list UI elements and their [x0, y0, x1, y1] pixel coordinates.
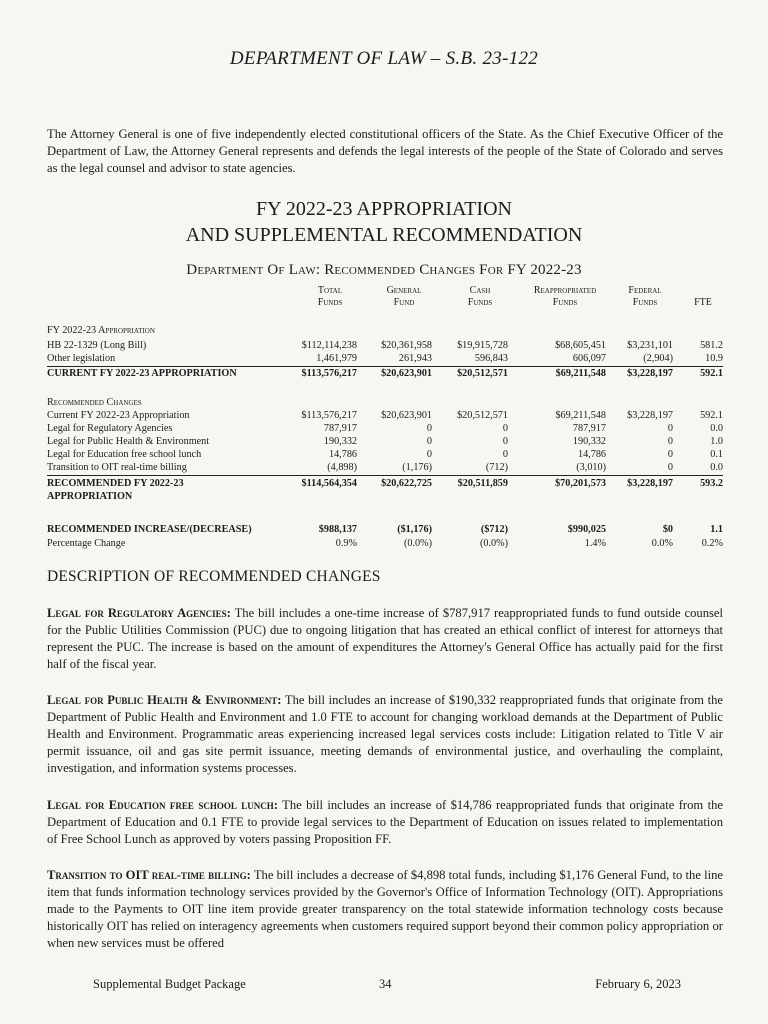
table-row: [47, 435, 723, 448]
cell-total: $112,114,238: [301, 340, 357, 351]
cell-general: 0: [426, 423, 432, 434]
cell-cash: $20,512,571: [457, 368, 508, 379]
table-title: Department Of Law: Recommended Changes For FY 2022-23: [186, 262, 582, 278]
cell-reappropriated: $68,605,451: [555, 340, 606, 351]
cell-cash: 0: [502, 436, 508, 447]
cell-total: $988,137: [318, 524, 357, 535]
cell-federal: 0: [667, 423, 673, 434]
cell-cash: ($712): [480, 524, 508, 535]
cell-general: ($1,176): [397, 524, 432, 535]
row-label: CURRENT FY 2022-23 APPROPRIATION: [47, 368, 237, 379]
cell-federal: $0: [662, 524, 673, 535]
cell-general: $20,622,725: [381, 478, 432, 489]
table-divider: [47, 475, 723, 476]
paragraph-oit-billing: [47, 867, 723, 952]
cell-fte: 0.2%: [701, 538, 723, 549]
cell-reappropriated: $69,211,548: [555, 410, 606, 421]
section-label-recommended-changes: Recommended Changes: [47, 397, 142, 408]
cell-total: $114,564,354: [301, 478, 357, 489]
cell-fte: 593.2: [700, 478, 723, 489]
cell-total: 190,332: [323, 436, 357, 447]
paragraph-heading: Legal for Public Health & Environment:: [47, 693, 282, 707]
cell-cash: $20,511,859: [457, 478, 508, 489]
header-total-funds: Total Funds: [317, 285, 343, 308]
footer-left: Supplemental Budget Package: [93, 977, 246, 991]
cell-general: $20,623,901: [381, 368, 432, 379]
recommended-appropriation-row: [47, 477, 723, 505]
cell-federal: 0.0%: [651, 538, 673, 549]
row-label: Legal for Education free school lunch: [47, 449, 202, 460]
main-heading: [0, 196, 768, 248]
cell-total: 787,917: [323, 423, 357, 434]
paragraph-text: The bill includes an increase of $14,786 reappropriated funds that originate from the Department of Education and 0.1 FTE to provide legal services to the Department of Education on issues related to implementation of Free School Lunch as approved by voters passing Proposition FF.: [47, 798, 723, 846]
cell-total: 1,461,979: [316, 353, 357, 364]
cell-cash: (712): [485, 462, 508, 473]
cell-total: $113,576,217: [301, 410, 357, 421]
cell-cash: 596,843: [474, 353, 508, 364]
cell-cash: $19,915,728: [457, 340, 508, 351]
paragraph-education-lunch: [47, 797, 723, 848]
row-label: HB 22-1329 (Long Bill): [47, 340, 147, 351]
cell-fte: 0.1: [710, 449, 723, 460]
cell-reappropriated: (3,010): [576, 462, 606, 473]
paragraph-heading: Legal for Regulatory Agencies:: [47, 606, 231, 620]
main-heading-line-1: FY 2022-23 APPROPRIATION: [256, 198, 512, 220]
cell-reappropriated: 14,786: [577, 449, 606, 460]
cell-general: $20,361,958: [381, 340, 432, 351]
cell-federal: 0: [667, 449, 673, 460]
row-label: Current FY 2022-23 Appropriation: [47, 410, 190, 421]
table-row: [47, 422, 723, 435]
table-row: [47, 448, 723, 461]
cell-reappropriated: 1.4%: [584, 538, 606, 549]
description-heading: DESCRIPTION OF RECOMMENDED CHANGES: [47, 568, 381, 585]
header-federal-funds: Federal Funds: [628, 285, 662, 308]
paragraph-regulatory-agencies: [47, 605, 723, 673]
footer-date: February 6, 2023: [595, 977, 681, 991]
cell-federal: $3,231,101: [627, 340, 673, 351]
cell-general: (1,176): [402, 462, 432, 473]
cell-federal: 0: [667, 436, 673, 447]
recommended-increase-row: [47, 523, 723, 536]
table-row: [47, 409, 723, 422]
percentage-change-row: [47, 537, 723, 550]
row-label: Legal for Regulatory Agencies: [47, 423, 173, 434]
header-cash-funds: Cash Funds: [467, 285, 493, 308]
intro-paragraph: The Attorney General is one of five independently elected constitutional officers of the State. As the Chief Executive Officer of the Department of Law, the Attorney General represents and defends the legal interests of the people of the State of Colorado and serves as the legal counsel and advisor to state agencies.: [47, 127, 723, 175]
paragraph-heading: Transition to OIT real-time billing:: [47, 868, 251, 882]
cell-reappropriated: 190,332: [572, 436, 606, 447]
cell-general: 0: [426, 436, 432, 447]
table-row: [47, 461, 723, 474]
cell-general: 0: [426, 449, 432, 460]
cell-federal: $3,228,197: [627, 410, 673, 421]
row-label: Other legislation: [47, 353, 116, 364]
paragraph-text: The bill includes an increase of $190,332 reappropriated funds that originate from the Department of Public Health and Environment and 1.0 FTE to account for changing workload demands at the Department of Public Health and Environment. Programmatic areas experiencing increased legal services costs include: Litigation related to Title V air permit issuance, oil and gas site permit issuance, meeting demands of environmental justice, and overhauling the complaint, investigation, and information systems processes.: [47, 693, 723, 775]
row-label: RECOMMENDED FY 2022-23 APPROPRIATION: [47, 478, 184, 502]
cell-fte: 581.2: [700, 340, 723, 351]
page-title: DEPARTMENT OF LAW – S.B. 23-122: [229, 48, 539, 69]
cell-federal: $3,228,197: [627, 478, 673, 489]
footer-page-number: 34: [379, 977, 392, 991]
cell-cash: 0: [502, 449, 508, 460]
cell-federal: 0: [667, 462, 673, 473]
cell-cash: $20,512,571: [457, 410, 508, 421]
current-appropriation-row: [47, 367, 723, 380]
cell-reappropriated: 606,097: [572, 353, 606, 364]
cell-cash: 0: [502, 423, 508, 434]
cell-reappropriated: $990,025: [567, 524, 606, 535]
paragraph-text: The bill includes a decrease of $4,898 total funds, including $1,176 General Fund, to the line item that funds information technology services provided by the Governor's Office of Information Technology (OIT). Appropriations made to the Payments to OIT line item provide greater transparency on the total statewide information technology costs because historically OIT has relied on interagency agreements when customers required support beyond their common policy appropriation or when new services must be offered: [47, 868, 723, 950]
cell-fte: 1.1: [710, 524, 723, 535]
header-reappropriated-funds: Reappropriated Funds: [533, 285, 597, 308]
cell-general: $20,623,901: [381, 410, 432, 421]
section-label-appropriation: FY 2022-23 Appropriation: [47, 325, 155, 336]
row-label: RECOMMENDED INCREASE/(DECREASE): [47, 524, 252, 535]
cell-reappropriated: $69,211,548: [555, 368, 606, 379]
header-fte: FTE: [694, 297, 712, 308]
cell-federal: (2,904): [643, 353, 673, 364]
cell-fte: 1.0: [710, 436, 723, 447]
cell-fte: 0.0: [710, 423, 723, 434]
cell-reappropriated: $70,201,573: [555, 478, 606, 489]
cell-federal: $3,228,197: [627, 368, 673, 379]
cell-total: 0.9%: [335, 538, 357, 549]
cell-reappropriated: 787,917: [572, 423, 606, 434]
cell-total: (4,898): [327, 462, 357, 473]
cell-total: $113,576,217: [301, 368, 357, 379]
cell-fte: 10.9: [705, 353, 723, 364]
table-row: [47, 339, 723, 352]
row-label: Transition to OIT real-time billing: [47, 462, 187, 473]
row-label: Legal for Public Health & Environment: [47, 436, 210, 447]
cell-total: 14,786: [328, 449, 357, 460]
header-general-fund: General Fund: [386, 285, 422, 308]
cell-general: (0.0%): [403, 538, 432, 549]
cell-general: 261,943: [398, 353, 432, 364]
paragraph-text: The bill includes a one-time increase of $787,917 reappropriated funds to fund outside counsel for the Public Utilities Commission (PUC) due to ongoing litigation that has created an ethical conflict of interest for attorneys that represent the PUC. The increase is based on the amount of expenditures the Attorney's General Office has actually paid for the first half of the fiscal year.: [47, 606, 723, 671]
cell-fte: 592.1: [700, 410, 723, 421]
row-label: Percentage Change: [47, 538, 126, 549]
cell-cash: (0.0%): [479, 538, 508, 549]
table-row: [47, 352, 723, 365]
cell-fte: 592.1: [700, 368, 723, 379]
cell-fte: 0.0: [710, 462, 723, 473]
main-heading-line-2: AND SUPPLEMENTAL RECOMMENDATION: [185, 224, 583, 246]
paragraph-public-health: [47, 692, 723, 777]
paragraph-heading: Legal for Education free school lunch:: [47, 798, 278, 812]
